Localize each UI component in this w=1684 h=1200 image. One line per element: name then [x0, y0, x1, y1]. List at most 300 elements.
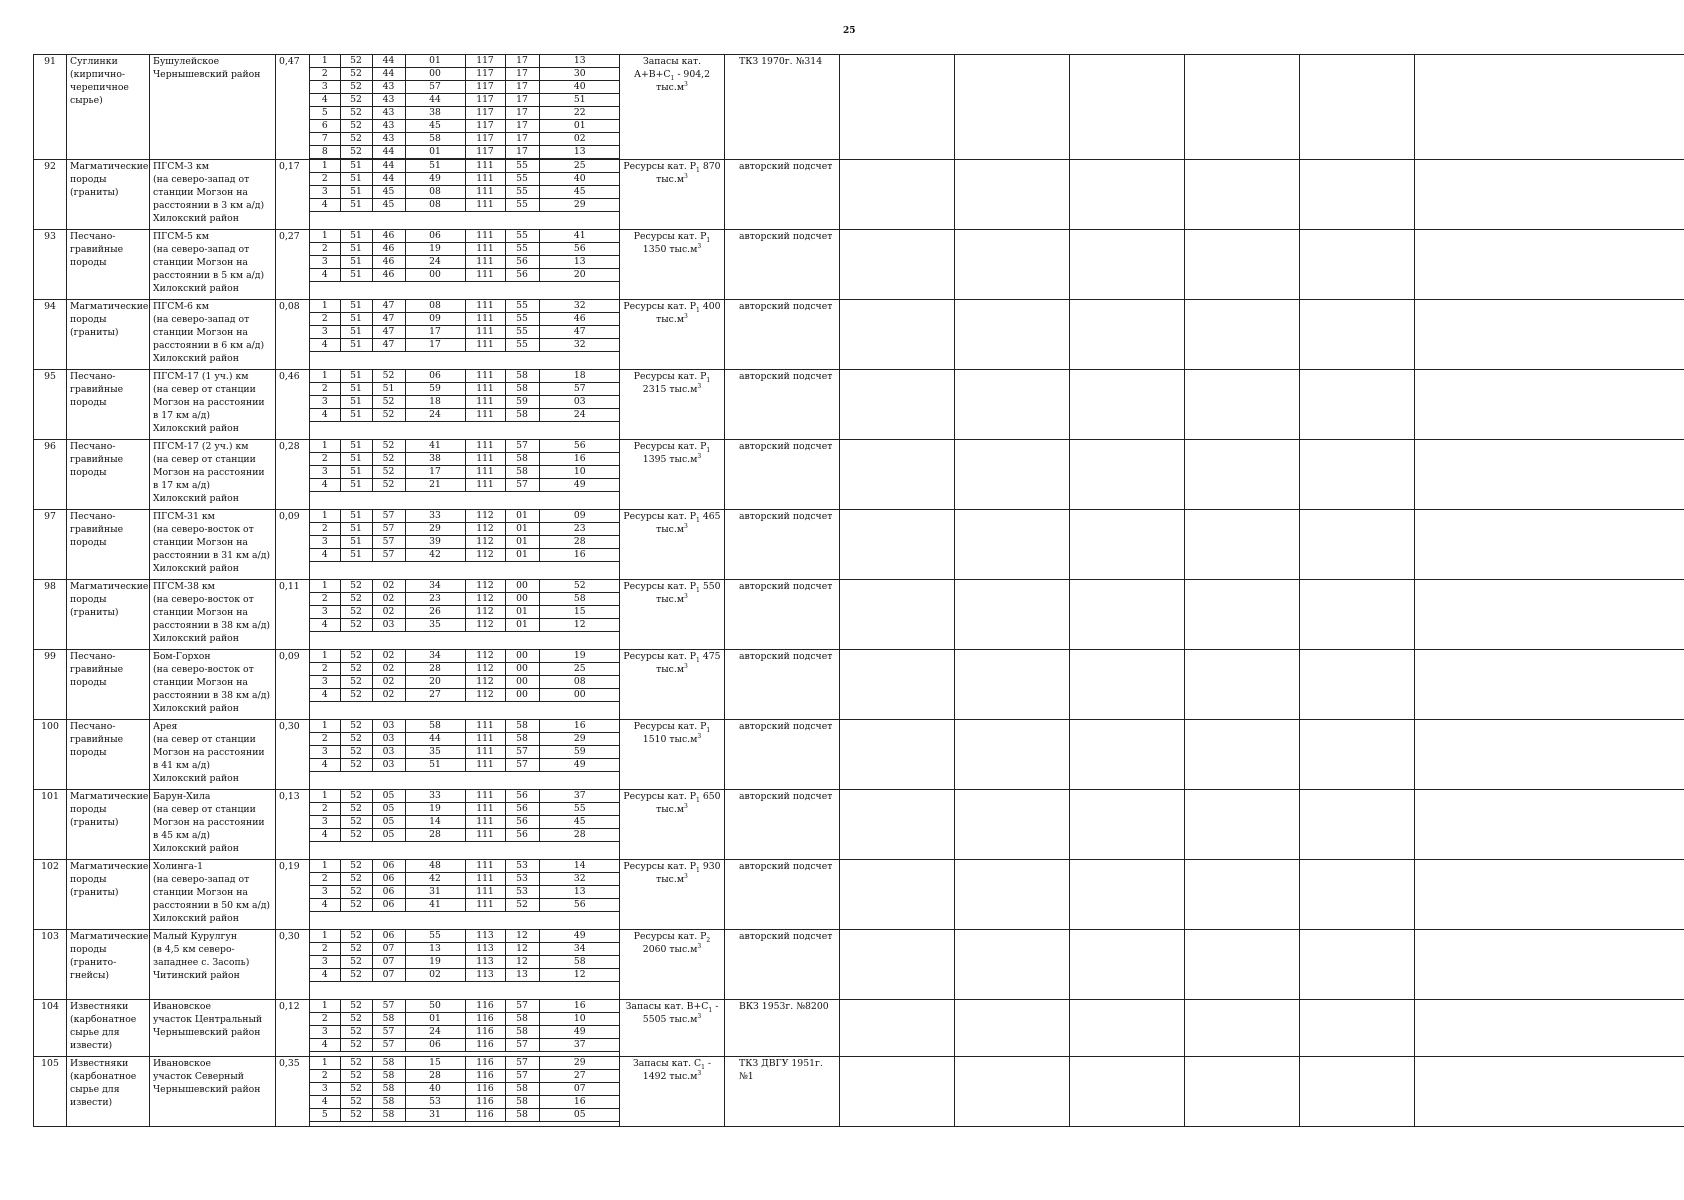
- coordinate-point-row: [310, 173, 620, 186]
- coordinate-value: 46: [372, 243, 405, 256]
- reserves-text: Ресурсы кат. Р: [633, 931, 707, 942]
- coordinate-value: 111: [465, 759, 505, 772]
- deposit-name-cell: Бом-Горхон (на северо-восток от станции Могзон на расстоянии в 38 км а/д) Хилокский район: [150, 650, 276, 720]
- coordinate-point-row: [310, 1109, 620, 1122]
- expertise-cell: авторский подсчет: [725, 930, 840, 1000]
- expertise-cell: авторский подсчет: [725, 650, 840, 720]
- coordinate-value: 55: [505, 339, 539, 352]
- coordinate-value: 47: [372, 313, 405, 326]
- area-cell: 0,19: [276, 860, 310, 930]
- empty-cell: [955, 930, 1070, 1000]
- coordinate-value: 02: [372, 676, 405, 689]
- coordinate-point-row: [310, 676, 620, 689]
- point-number: 1: [310, 720, 340, 733]
- coordinate-value: 111: [465, 370, 505, 383]
- coordinate-value: 111: [465, 173, 505, 186]
- coordinate-value: 117: [465, 68, 505, 81]
- coordinate-value: 57: [505, 1057, 539, 1070]
- coordinate-point-row: [310, 593, 620, 606]
- mineral-type-cell: Магматические породы (граниты): [67, 580, 150, 650]
- coordinate-value: 111: [465, 339, 505, 352]
- mineral-type-cell: Магматические породы (граниты): [67, 300, 150, 370]
- coordinate-value: 52: [340, 956, 372, 969]
- empty-cell: [840, 860, 955, 930]
- row-number-cell: 102: [34, 860, 67, 930]
- coordinate-point-row: [310, 536, 620, 549]
- coordinates-cell: [310, 230, 620, 300]
- coordinate-value: 52: [340, 593, 372, 606]
- coordinate-value: 16: [539, 549, 620, 562]
- coordinate-value: 24: [405, 256, 465, 269]
- mineral-type-cell: Магматические породы (граниты): [67, 160, 150, 230]
- reserves-unit-power: 3: [697, 1012, 702, 1020]
- coordinate-point-row: [310, 409, 620, 422]
- point-number: 2: [310, 383, 340, 396]
- coordinate-value: 46: [372, 256, 405, 269]
- coordinate-point-row: [310, 759, 620, 772]
- empty-cell: [1070, 790, 1185, 860]
- coordinate-value: 52: [340, 1109, 372, 1122]
- coordinate-value: 52: [539, 580, 620, 593]
- coordinate-value: 52: [340, 663, 372, 676]
- coordinate-value: 111: [465, 199, 505, 212]
- coordinate-value: 52: [340, 803, 372, 816]
- coordinate-value: 52: [340, 899, 372, 912]
- reserves-amount: 870 тыс.м: [656, 161, 721, 185]
- coordinate-value: 51: [405, 759, 465, 772]
- coordinate-value: 52: [340, 860, 372, 873]
- deposit-name-cell: ПГСМ-5 км (на северо-запад от станции Могзон на расстоянии в 5 км а/д) Хилокский район: [150, 230, 276, 300]
- area-cell: 0,09: [276, 510, 310, 580]
- empty-cell: [1070, 370, 1185, 440]
- coordinate-value: 111: [465, 160, 505, 173]
- coordinate-value: 21: [405, 479, 465, 492]
- deposit-name-cell: Барун-Хила (на север от станции Могзон на расстоянии в 45 км а/д) Хилокский район: [150, 790, 276, 860]
- table-row: [34, 370, 1684, 440]
- coordinate-value: 51: [340, 396, 372, 409]
- deposit-name-cell: Холинга-1 (на северо-запад от станции Могзон на расстоянии в 50 км а/д) Хилокский район: [150, 860, 276, 930]
- coordinate-value: 111: [465, 829, 505, 842]
- coordinate-point-row: [310, 68, 620, 81]
- empty-cell: [1185, 510, 1300, 580]
- coordinate-value: 05: [372, 816, 405, 829]
- empty-cell: [1300, 230, 1415, 300]
- coordinates-table: [310, 55, 620, 159]
- coordinate-value: 58: [505, 383, 539, 396]
- point-number: 3: [310, 536, 340, 549]
- coordinate-point-row: [310, 816, 620, 829]
- reserves-cell: [620, 720, 725, 790]
- mineral-type-cell: Магматические породы (граниты): [67, 790, 150, 860]
- point-number: 3: [310, 466, 340, 479]
- coordinates-table: [310, 930, 620, 982]
- reserves-unit-power: 3: [684, 312, 688, 320]
- expertise-cell: авторский подсчет: [725, 720, 840, 790]
- reserves-amount: 2060 тыс.м: [642, 944, 698, 955]
- coordinate-value: 49: [539, 1026, 620, 1039]
- table-row: [34, 650, 1684, 720]
- coordinate-value: 41: [539, 230, 620, 243]
- empty-cell: [1300, 580, 1415, 650]
- coordinate-value: 46: [372, 269, 405, 282]
- coordinate-value: 52: [340, 94, 372, 107]
- coordinate-value: 52: [340, 606, 372, 619]
- area-cell: 0,09: [276, 650, 310, 720]
- coordinate-value: 57: [505, 1070, 539, 1083]
- coordinate-value: 06: [372, 899, 405, 912]
- coordinate-value: 05: [372, 790, 405, 803]
- reserves-category-index: 1: [706, 236, 711, 244]
- coordinate-value: 117: [465, 55, 505, 68]
- empty-cell: [1300, 160, 1415, 230]
- coordinate-value: 51: [340, 409, 372, 422]
- coordinate-value: 57: [372, 510, 405, 523]
- coordinate-value: 45: [539, 186, 620, 199]
- reserves-text: Ресурсы кат. Р: [623, 161, 697, 172]
- coordinates-table: [310, 440, 620, 492]
- table-row: [34, 790, 1684, 860]
- coordinates-table: [310, 720, 620, 772]
- coordinate-value: 01: [505, 536, 539, 549]
- empty-cell: [840, 55, 955, 160]
- coordinate-value: 116: [465, 1096, 505, 1109]
- point-number: 5: [310, 107, 340, 120]
- reserves-text: Ресурсы кат. Р: [623, 651, 697, 662]
- coordinate-point-row: [310, 146, 620, 159]
- empty-cell: [1415, 580, 1684, 650]
- coordinate-value: 51: [340, 300, 372, 313]
- empty-cell: [1415, 55, 1684, 160]
- table-row: [34, 930, 1684, 1000]
- coordinate-point-row: [310, 549, 620, 562]
- coordinate-value: 111: [465, 479, 505, 492]
- empty-cell: [955, 1000, 1070, 1057]
- coordinate-value: 02: [372, 606, 405, 619]
- coordinate-value: 03: [372, 720, 405, 733]
- coordinate-value: 44: [372, 68, 405, 81]
- point-number: 3: [310, 1083, 340, 1096]
- coordinate-value: 27: [539, 1070, 620, 1083]
- empty-cell: [1300, 510, 1415, 580]
- point-number: 1: [310, 580, 340, 593]
- coordinate-point-row: [310, 930, 620, 943]
- empty-cell: [840, 510, 955, 580]
- coordinate-value: 56: [505, 256, 539, 269]
- coordinate-value: 116: [465, 1000, 505, 1013]
- row-number-cell: 103: [34, 930, 67, 1000]
- reserves-cell: [620, 790, 725, 860]
- coordinate-point-row: [310, 956, 620, 969]
- empty-cell: [840, 720, 955, 790]
- coordinate-value: 06: [372, 930, 405, 943]
- coordinate-value: 56: [505, 790, 539, 803]
- reserves-category-index: 1: [696, 586, 700, 594]
- coordinate-value: 16: [539, 1096, 620, 1109]
- area-cell: 0,35: [276, 1057, 310, 1127]
- coordinate-value: 57: [505, 746, 539, 759]
- coordinate-value: 02: [372, 650, 405, 663]
- coordinate-value: 09: [405, 313, 465, 326]
- coordinate-value: 52: [340, 120, 372, 133]
- coordinate-value: 01: [505, 606, 539, 619]
- table-row: [34, 300, 1684, 370]
- deposit-name-cell: Бушулейское Чернышевский район: [150, 55, 276, 160]
- empty-cell: [1070, 440, 1185, 510]
- coordinate-value: 24: [539, 409, 620, 422]
- coordinate-value: 51: [340, 243, 372, 256]
- empty-cell: [1415, 440, 1684, 510]
- row-number-cell: 100: [34, 720, 67, 790]
- coordinate-value: 52: [340, 619, 372, 632]
- coordinates-table: [310, 370, 620, 422]
- coordinate-value: 51: [340, 510, 372, 523]
- coordinate-value: 58: [505, 733, 539, 746]
- reserves-category-index: 1: [696, 166, 700, 174]
- coordinate-value: 52: [340, 816, 372, 829]
- reserves-category-index: 1: [706, 726, 711, 734]
- reserves-cell: [620, 580, 725, 650]
- coordinate-point-row: [310, 523, 620, 536]
- coordinate-value: 19: [405, 956, 465, 969]
- coordinate-point-row: [310, 663, 620, 676]
- empty-cell: [1415, 790, 1684, 860]
- reserves-amount: 465 тыс.м: [656, 511, 721, 535]
- point-number: 4: [310, 689, 340, 702]
- coordinates-table: [310, 1057, 620, 1122]
- empty-cell: [1415, 720, 1684, 790]
- coordinate-value: 02: [405, 969, 465, 982]
- reserves-cell: [620, 1057, 725, 1127]
- coordinate-value: 32: [539, 873, 620, 886]
- empty-cell: [1300, 650, 1415, 720]
- empty-cell: [955, 860, 1070, 930]
- coordinate-value: 51: [340, 370, 372, 383]
- coordinate-value: 44: [372, 146, 405, 159]
- expertise-cell: авторский подсчет: [725, 790, 840, 860]
- coordinate-value: 49: [539, 479, 620, 492]
- coordinate-value: 51: [340, 269, 372, 282]
- coordinate-value: 58: [505, 409, 539, 422]
- coordinate-value: 58: [539, 956, 620, 969]
- coordinate-point-row: [310, 733, 620, 746]
- coordinate-point-row: [310, 94, 620, 107]
- coordinate-value: 117: [465, 133, 505, 146]
- coordinate-value: 112: [465, 606, 505, 619]
- coordinate-point-row: [310, 1096, 620, 1109]
- empty-cell: [1070, 1057, 1185, 1127]
- point-number: 4: [310, 549, 340, 562]
- empty-cell: [1070, 650, 1185, 720]
- empty-cell: [1415, 160, 1684, 230]
- row-number-cell: 101: [34, 790, 67, 860]
- coordinate-value: 17: [405, 339, 465, 352]
- empty-cell: [1185, 55, 1300, 160]
- coordinate-value: 37: [539, 1039, 620, 1052]
- coordinates-table: [310, 790, 620, 842]
- point-number: 3: [310, 606, 340, 619]
- coordinate-value: 58: [405, 133, 465, 146]
- coordinate-value: 17: [505, 120, 539, 133]
- coordinate-value: 55: [539, 803, 620, 816]
- coordinate-value: 57: [539, 383, 620, 396]
- coordinate-point-row: [310, 133, 620, 146]
- coordinate-value: 00: [505, 593, 539, 606]
- coordinate-value: 111: [465, 720, 505, 733]
- coordinate-value: 43: [372, 133, 405, 146]
- expertise-cell: ТКЗ ДВГУ 1951г. №1: [725, 1057, 840, 1127]
- reserves-category-index: 1: [706, 446, 711, 454]
- empty-cell: [840, 300, 955, 370]
- empty-cell: [1070, 510, 1185, 580]
- expertise-cell: авторский подсчет: [725, 440, 840, 510]
- point-number: 4: [310, 269, 340, 282]
- coordinates-table: [310, 860, 620, 912]
- reserves-category-index: 1: [701, 1063, 705, 1071]
- coordinates-cell: [310, 580, 620, 650]
- deposit-name-cell: ПГСМ-6 км (на северо-запад от станции Могзон на расстоянии в 6 км а/д) Хилокский район: [150, 300, 276, 370]
- coordinate-value: 58: [505, 453, 539, 466]
- coordinate-value: 52: [340, 1057, 372, 1070]
- coordinate-value: 116: [465, 1070, 505, 1083]
- point-number: 3: [310, 1026, 340, 1039]
- coordinate-value: 27: [405, 689, 465, 702]
- point-number: 2: [310, 943, 340, 956]
- coordinate-value: 50: [405, 1000, 465, 1013]
- reserves-unit-power: 3: [697, 942, 702, 950]
- reserves-cell: [620, 55, 725, 160]
- coordinate-value: 56: [505, 816, 539, 829]
- coordinate-value: 52: [340, 1096, 372, 1109]
- coordinate-point-row: [310, 1013, 620, 1026]
- area-cell: 0,30: [276, 720, 310, 790]
- coordinate-value: 52: [340, 676, 372, 689]
- coordinate-value: 02: [372, 593, 405, 606]
- coordinate-value: 31: [405, 886, 465, 899]
- coordinate-value: 40: [539, 173, 620, 186]
- point-number: 1: [310, 510, 340, 523]
- reserves-amount: - 1492 тыс.м: [642, 1058, 712, 1082]
- coordinate-point-row: [310, 1070, 620, 1083]
- coordinate-value: 58: [505, 1096, 539, 1109]
- coordinate-value: 53: [505, 886, 539, 899]
- coordinates-table: [310, 230, 620, 282]
- point-number: 2: [310, 313, 340, 326]
- row-number-cell: 96: [34, 440, 67, 510]
- coordinate-value: 44: [405, 733, 465, 746]
- coordinate-value: 45: [539, 816, 620, 829]
- coordinates-cell: [310, 160, 620, 230]
- coordinate-value: 59: [505, 396, 539, 409]
- coordinates-table: [310, 580, 620, 632]
- coordinate-value: 09: [539, 510, 620, 523]
- coordinate-value: 25: [539, 160, 620, 173]
- coordinate-value: 13: [539, 256, 620, 269]
- coordinate-value: 111: [465, 873, 505, 886]
- table-row: [34, 55, 1684, 160]
- empty-cell: [1300, 1057, 1415, 1127]
- coordinate-value: 02: [372, 580, 405, 593]
- coordinate-value: 59: [539, 746, 620, 759]
- coordinate-value: 13: [505, 969, 539, 982]
- empty-cell: [1185, 720, 1300, 790]
- point-number: 3: [310, 256, 340, 269]
- table-row: [34, 1057, 1684, 1127]
- coordinate-point-row: [310, 886, 620, 899]
- mineral-type-cell: Песчано-гравийные породы: [67, 720, 150, 790]
- coordinate-value: 14: [539, 860, 620, 873]
- coordinate-value: 112: [465, 593, 505, 606]
- point-number: 7: [310, 133, 340, 146]
- coordinate-value: 113: [465, 943, 505, 956]
- point-number: 3: [310, 81, 340, 94]
- coordinate-value: 52: [340, 1000, 372, 1013]
- coordinate-value: 32: [539, 300, 620, 313]
- coordinate-value: 07: [372, 956, 405, 969]
- coordinate-value: 58: [505, 1083, 539, 1096]
- coordinate-point-row: [310, 440, 620, 453]
- coordinate-value: 12: [539, 969, 620, 982]
- coordinate-value: 58: [505, 1026, 539, 1039]
- empty-cell: [955, 650, 1070, 720]
- reserves-text: Запасы кат. А+В+С: [633, 56, 702, 80]
- coordinate-point-row: [310, 803, 620, 816]
- coordinate-value: 111: [465, 453, 505, 466]
- empty-cell: [840, 650, 955, 720]
- coordinate-value: 117: [465, 94, 505, 107]
- coordinate-value: 57: [505, 1000, 539, 1013]
- coordinate-value: 112: [465, 619, 505, 632]
- coordinate-point-row: [310, 339, 620, 352]
- row-number-cell: 91: [34, 55, 67, 160]
- coordinate-value: 44: [372, 160, 405, 173]
- expertise-cell: авторский подсчет: [725, 580, 840, 650]
- coordinate-value: 44: [405, 94, 465, 107]
- coordinate-point-row: [310, 479, 620, 492]
- empty-cell: [840, 160, 955, 230]
- point-number: 2: [310, 803, 340, 816]
- table-row: [34, 720, 1684, 790]
- coordinate-point-row: [310, 55, 620, 68]
- table-row: [34, 580, 1684, 650]
- expertise-cell: авторский подсчет: [725, 230, 840, 300]
- empty-cell: [1300, 860, 1415, 930]
- coordinate-value: 56: [539, 899, 620, 912]
- empty-cell: [1185, 860, 1300, 930]
- coordinate-value: 51: [340, 479, 372, 492]
- point-number: 1: [310, 230, 340, 243]
- coordinate-value: 49: [539, 759, 620, 772]
- deposit-name-cell: Ивановское участок Центральный Чернышевский район: [150, 1000, 276, 1057]
- point-number: 2: [310, 68, 340, 81]
- table-row: [34, 510, 1684, 580]
- reserves-cell: [620, 510, 725, 580]
- coordinate-value: 00: [405, 68, 465, 81]
- coordinate-value: 41: [405, 440, 465, 453]
- empty-cell: [1415, 930, 1684, 1000]
- reserves-unit-power: 3: [697, 1069, 702, 1077]
- coordinate-point-row: [310, 396, 620, 409]
- coordinate-value: 28: [405, 663, 465, 676]
- empty-cell: [955, 160, 1070, 230]
- coordinate-value: 44: [372, 55, 405, 68]
- empty-cell: [1185, 160, 1300, 230]
- coordinate-value: 51: [340, 313, 372, 326]
- coordinate-value: 43: [372, 120, 405, 133]
- coordinate-value: 112: [465, 549, 505, 562]
- coordinate-value: 51: [340, 339, 372, 352]
- reserves-text: Ресурсы кат. Р: [623, 861, 697, 872]
- table-row: [34, 860, 1684, 930]
